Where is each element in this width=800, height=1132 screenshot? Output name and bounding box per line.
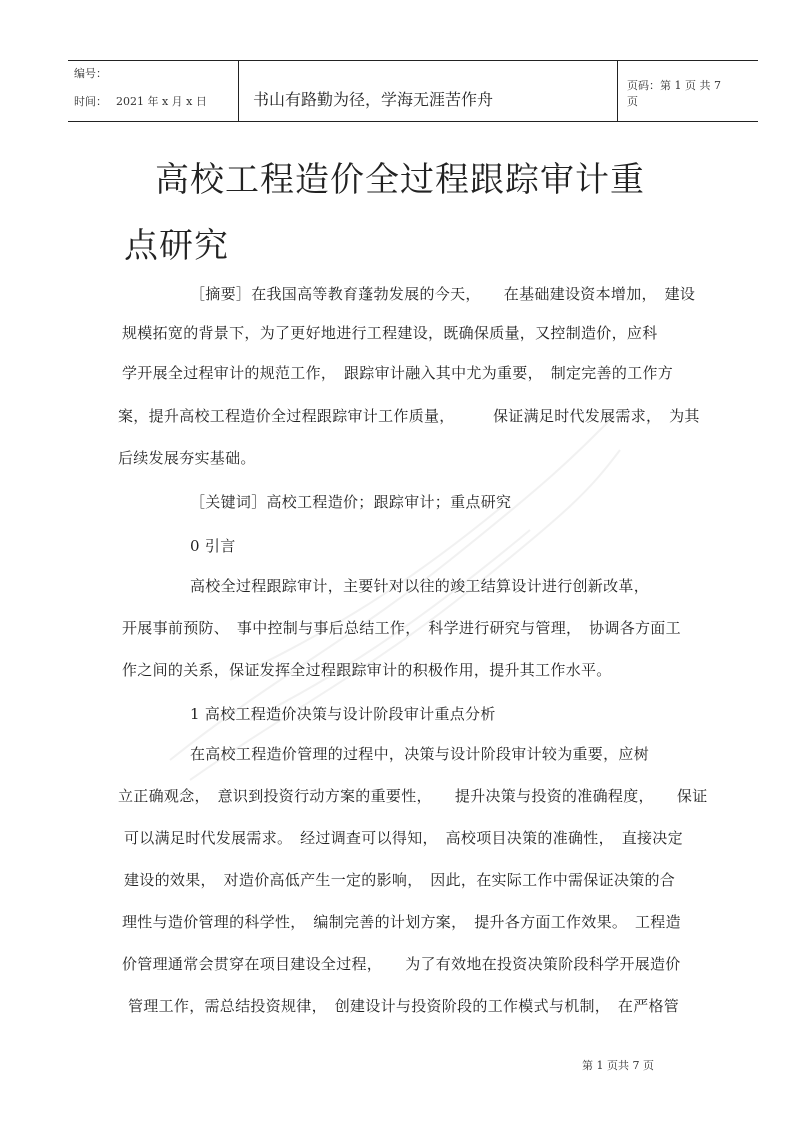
body-line-3: 学开展全过程审计的规范工作， 跟踪审计融入其中尤为重要， 制定完善的工作方 [122,364,674,382]
time-value: 2021 年 x 月 x 日 [116,95,207,108]
document-title-line-2: 点研究 [124,226,229,266]
body-line-5: 后续发展夯实基础。 [118,449,256,467]
body-line-18: 管理工作，需总结投资规律， 创建设计与投资阶段的工作模式与机制， 在严格管 [128,997,680,1015]
section-0-heading: 0 引言 [190,537,236,555]
body-line-12: 在高校工程造价管理的过程中，决策与设计阶段审计较为重要，应树 [190,745,650,763]
document-title-line-1: 高校工程造价全过程跟踪审计重 [155,160,645,200]
page-footer: 第 1 页共 7 页 [582,1059,654,1072]
number-label: 编号： [74,67,107,80]
header-meta-cell [68,61,238,121]
body-line-10: 作之间的关系，保证发挥全过程跟踪审计的积极作用，提升其工作水平。 [122,661,612,679]
header-page-cell [617,61,758,121]
time-label: 时间： [74,95,107,108]
section-1-heading: 1 高校工程造价决策与设计阶段审计重点分析 [190,705,496,723]
page-info-line-2: 页 [627,95,638,108]
document-header [68,60,758,122]
page-info-line-1: 页码：第 1 页 共 7 [627,79,721,92]
body-line-1: ［摘要］在我国高等教育蓬勃发展的今天， 在基础建设资本增加， 建设 [190,285,696,303]
body-line-9: 开展事前预防、 事中控制与事后总结工作， 科学进行研究与管理， 协调各方面工 [122,619,681,637]
body-line-14: 可以满足时代发展需求。 经过调查可以得知， 高校项目决策的准确性， 直接决定 [124,829,683,847]
body-line-16: 理性与造价管理的科学性， 编制完善的计划方案， 提升各方面工作效果。 工程造 [122,913,681,931]
body-line-8: 高校全过程跟踪审计，主要针对以往的竣工结算设计进行创新改革， [190,577,650,595]
keywords-line: ［关键词］高校工程造价；跟踪审计；重点研究 [190,493,512,511]
body-line-2: 规模拓宽的背景下，为了更好地进行工程建设，既确保质量，又控制造价，应科 [122,324,658,342]
header-motto-cell [238,61,618,121]
body-line-13: 立正确观念， 意识到投资行动方案的重要性， 提升决策与投资的准确程度， 保证 [118,787,708,805]
body-line-17: 价管理通常会贯穿在项目建设全过程， 为了有效地在投资决策阶段科学开展造价 [122,955,681,973]
motto-text: 书山有路勤为径，学海无涯苦作舟 [253,90,494,109]
body-line-4: 案，提升高校工程造价全过程跟踪审计工作质量， 保证满足时代发展需求， 为其 [118,407,700,425]
body-line-15: 建设的效果， 对造价高低产生一定的影响， 因此，在实际工作中需保证决策的合 [124,871,676,889]
